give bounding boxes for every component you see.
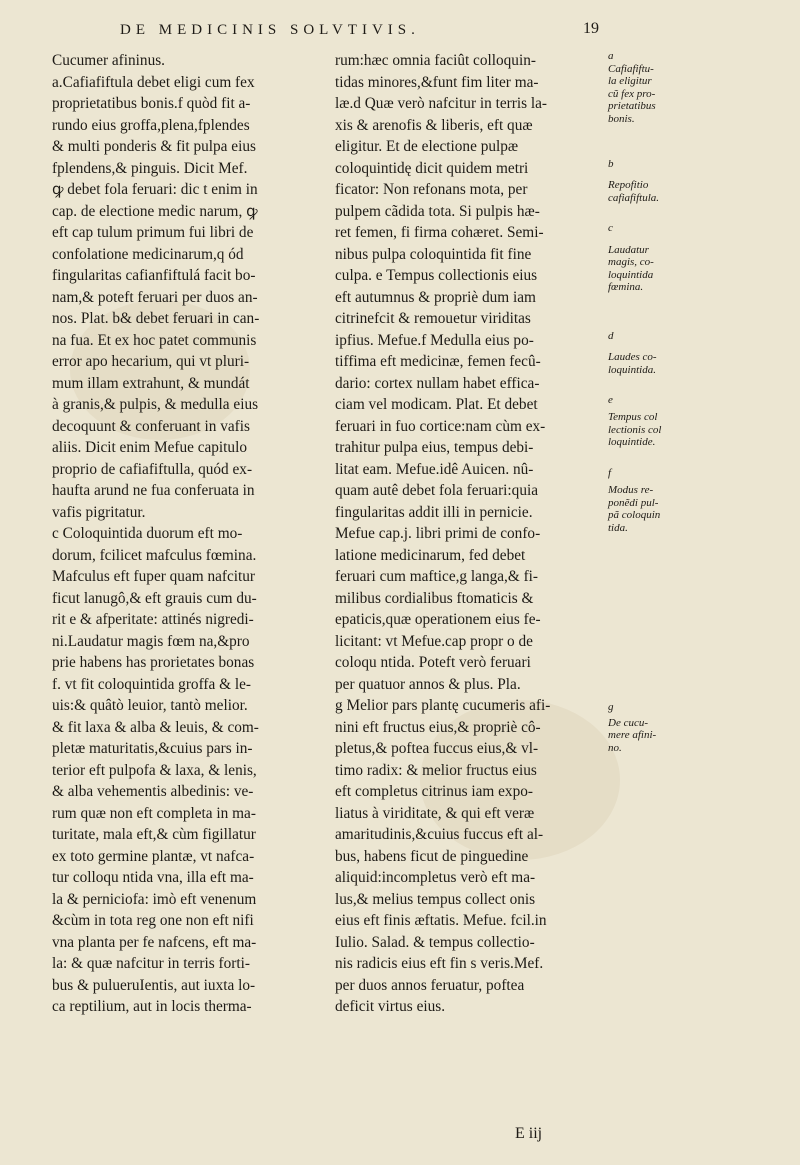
margin-note-line: bonis.: [608, 112, 635, 125]
text-line: c Coloquintida duorum eft mo-: [52, 525, 243, 542]
text-line: uis:& quâtò leuior, tantò melior.: [52, 697, 248, 714]
text-line: litat eam. Mefue.idê Auicen. nû-: [335, 460, 534, 478]
margin-note: [608, 717, 698, 755]
text-line: ex toto germine plantæ, vt nafca-: [52, 847, 255, 865]
margin-note-line: Tempus col: [608, 411, 658, 424]
text-line: læ.d Quæ verò nafcitur in terris la-: [335, 95, 547, 112]
text-line: deficit virtus eius.: [335, 998, 446, 1015]
margin-note-line: la eligitur: [608, 75, 652, 87]
margin-note-line: magis, co-: [608, 256, 654, 268]
text-line: fingularitas addit illi in pernicie.: [335, 503, 533, 521]
text-line: culpa. e Tempus collectionis eius: [335, 267, 538, 284]
text-line: eft autumnus & propriè dum iam: [335, 288, 536, 306]
text-line: pletus,& poftea fuccus eius,& vl-: [335, 740, 539, 757]
text-line: amaritudinis,&cuius fuccus eft al-: [335, 826, 544, 843]
margin-note: [608, 394, 698, 407]
text-line: error apo hecarium, qui vt pluri-: [52, 353, 250, 370]
text-line: liatus à viriditate, & qui eft veræ: [335, 804, 535, 822]
text-line: per duos annos feruatur, poftea: [335, 976, 525, 994]
text-line: tiffima eft medicinæ, femen fecû-: [335, 353, 541, 370]
text-line: vna planta per fe nafcens, eft ma-: [52, 933, 257, 951]
margin-note-line: cafiafiftula.: [608, 191, 660, 204]
text-line: confolatione medicinarum,q ód: [52, 245, 244, 263]
text-line: cap. de electione medic narum, ꝙ: [52, 202, 258, 220]
margin-note: [608, 484, 698, 534]
text-line: latione medicinarum, fed debet: [335, 546, 526, 564]
text-line: turitate, mala eft,& cùm figillatur: [52, 826, 256, 843]
margin-note-line: loquintida.: [608, 363, 656, 376]
text-line: coloqu ntida. Poteft verò feruari: [335, 654, 531, 671]
text-line: Iulio. Salad. & tempus collectio-: [335, 933, 535, 951]
text-line: fplendens,& pinguis. Dicit Mef.: [52, 159, 248, 177]
text-line: aliis. Dicit enim Mefue capitulo: [52, 439, 247, 456]
text-line: na fua. Et ex hoc patet communis: [52, 331, 257, 349]
text-line: & multi ponderis & fit pulpa eius: [52, 138, 256, 155]
margin-note: [608, 50, 698, 125]
margin-note: [608, 467, 698, 480]
text-line: ret femen, fi firma cohæret. Semi-: [335, 224, 544, 241]
text-line: ꝙ debet fola feruari: dic t enim in: [52, 181, 258, 198]
text-line: rundo eius groffa,plena,fplendes: [52, 116, 250, 134]
text-line: proprio de cafiafiftulla, quód ex-: [52, 460, 253, 478]
text-line: & alba vehementis albedinis: ve-: [52, 783, 254, 800]
text-line: &cùm in tota reg one non eft nifi: [52, 912, 254, 929]
text-line: rit e & afperitate: attinés nigredi-: [52, 611, 254, 628]
margin-note-line: mere afini-: [608, 729, 657, 741]
margin-note: [608, 701, 698, 714]
text-line: Mefue cap.j. libri primi de confo-: [335, 525, 541, 542]
text-line: eft completus citrinus iam expo-: [335, 783, 533, 800]
margin-note-line: d: [608, 329, 614, 342]
page-number: 19: [583, 20, 599, 37]
text-line: la & perniciofa: imò eft venenum: [52, 890, 257, 908]
text-line: feruari cum maftice,g langa,& fi-: [335, 568, 539, 585]
margin-note-line: ponẽdi pul-: [608, 496, 659, 509]
text-line: nibus pulpa coloquintida fit fine: [335, 245, 532, 263]
text-line: proprietatibus bonis.f quòd fit a-: [52, 95, 251, 112]
text-line: rum quæ non eft completa in ma-: [52, 804, 256, 822]
text-line: g Melior pars plantę cucumeris afi-: [335, 697, 551, 714]
margin-note-line: tida.: [608, 521, 628, 534]
margin-note-line: Laudes co-: [608, 351, 657, 363]
margin-note: [608, 411, 698, 449]
text-line: ficator: Non refonans mota, per: [335, 181, 528, 198]
text-line: dario: cortex nullam habet effica-: [335, 374, 540, 392]
margin-note-line: Repofitio: [608, 179, 649, 191]
margin-note-line: Cafiafiftu-: [608, 62, 654, 75]
text-line: bus & pulueruIentis, aut iuxta lo-: [52, 976, 256, 994]
text-line: a.Cafiafiftula debet eligi cum fex: [52, 73, 255, 91]
text-line: bus, habens ficut de pinguedine: [335, 847, 529, 865]
text-line: xis & arenofis & liberis, eft quæ: [335, 116, 533, 134]
text-line: fingularitas cafianfiftulá facit bo-: [52, 267, 256, 284]
margin-note-line: lectionis col: [608, 423, 662, 436]
text-line: f. vt fit coloquintida groffa & le-: [52, 675, 251, 693]
text-line: vafis pigritatur.: [52, 503, 146, 521]
text-line: ipfius. Mefue.f Medulla eius po-: [335, 331, 534, 349]
margin-note-line: prietatibus: [608, 100, 656, 112]
margin-note-line: loquintida: [608, 268, 654, 281]
text-line: decoquunt & conferuant in vafis: [52, 417, 250, 435]
text-line: quam autê debet fola feruari:quia: [335, 482, 539, 499]
text-line: & fit laxa & alba & leuis, & com-: [52, 718, 259, 736]
text-line: haufta arund ne fua conferuata in: [52, 482, 255, 499]
text-line: prie habens has prorietates bonas: [52, 654, 255, 671]
text-line: Mafculus eft fuper quam nafcitur: [52, 568, 256, 585]
margin-note-line: c: [608, 222, 613, 234]
text-line: ficut lanugô,& eft grauis cum du-: [52, 589, 257, 607]
text-line: terior eft pulpofa & laxa, & lenis,: [52, 761, 257, 779]
text-line: ni.Laudatur magis fœm na,&pro: [52, 632, 250, 650]
text-line: tur colloqu ntida vna, illa eft ma-: [52, 869, 254, 886]
text-line: nos. Plat. b& debet feruari in can-: [52, 310, 260, 327]
page-header: [0, 20, 800, 50]
text-line: à granis,& pulpis, & medulla eius: [52, 396, 259, 413]
margin-note-line: fœmina.: [608, 281, 644, 293]
text-line: nis radicis eius eft fin s veris.Mef.: [335, 955, 544, 972]
right-text-column: [335, 50, 605, 1018]
text-line: licitant: vt Mefue.cap propr o de: [335, 632, 533, 650]
margin-note-line: no.: [608, 741, 622, 754]
text-line: timo radix: & melior fructus eius: [335, 761, 537, 779]
margin-note-line: loquintide.: [608, 436, 656, 449]
text-line: Cucumer afininus.: [52, 52, 166, 69]
text-line: dorum, fcilicet mafculus fœmina.: [52, 546, 257, 564]
text-line: tidas minores,&funt fim liter ma-: [335, 73, 539, 91]
text-line: eligitur. Et de electione pulpæ: [335, 138, 519, 155]
text-line: citrinefcit & remouetur viriditas: [335, 310, 531, 327]
margin-note-line: cũ fex pro-: [608, 87, 656, 100]
margin-note: [608, 179, 698, 204]
text-line: trahitur pulpa eius, tempus debi-: [335, 439, 534, 456]
margin-note-line: pã coloquin: [608, 509, 661, 522]
text-line: per quatuor annos & plus. Pla.: [335, 675, 521, 693]
text-line: mum illam extrahunt, & mundát: [52, 374, 250, 392]
text-line: ca reptilium, aut in locis therma-: [52, 998, 252, 1015]
margin-note-line: a: [608, 50, 614, 62]
margin-note: [608, 330, 698, 343]
running-title: DE MEDICINIS SOLVTIVIS.: [120, 22, 420, 38]
margin-note: [608, 351, 698, 376]
margin-note: [608, 244, 698, 294]
margin-note-line: b: [608, 157, 614, 170]
text-line: nam,& poteft feruari per duos an-: [52, 288, 258, 306]
text-line: ciam vel modicam. Plat. Et debet: [335, 396, 538, 413]
margin-note: [608, 222, 698, 235]
text-line: eius eft finis æftatis. Mefue. fcil.in: [335, 912, 547, 929]
text-line: pletæ maturitatis,&cuius pars in-: [52, 740, 253, 757]
text-line: coloquintidę dicit quidem metri: [335, 159, 529, 177]
margin-note-line: g: [608, 701, 614, 714]
text-line: milibus cordialibus ftomaticis &: [335, 589, 534, 607]
text-line: pulpem cãdida tota. Si pulpis hæ-: [335, 202, 540, 220]
left-text-column: [52, 50, 325, 1018]
text-line: lus,& melius tempus collect onis: [335, 890, 536, 908]
margin-note-line: De cucu-: [608, 716, 649, 729]
margin-note: [608, 158, 698, 171]
margin-note-line: e: [608, 394, 613, 406]
text-line: eft cap tulum primum fui libri de: [52, 224, 254, 241]
signature-mark: E iij: [515, 1125, 543, 1142]
text-line: aliquid:incompletus verò eft ma-: [335, 869, 536, 886]
text-line: nini eft fructus eius,& propriè cô-: [335, 718, 541, 736]
text-line: la: & quæ nafcitur in terris forti-: [52, 955, 250, 972]
text-line: feruari in fuo cortice:nam cùm ex-: [335, 417, 546, 435]
margin-note-line: f: [608, 467, 612, 480]
text-line: epaticis,quæ operationem eius fe-: [335, 611, 541, 628]
margin-note-line: Modus re-: [608, 484, 654, 497]
margin-note-line: Laudatur: [608, 243, 649, 256]
text-line: rum:hæc omnia faciût colloquin-: [335, 52, 536, 69]
